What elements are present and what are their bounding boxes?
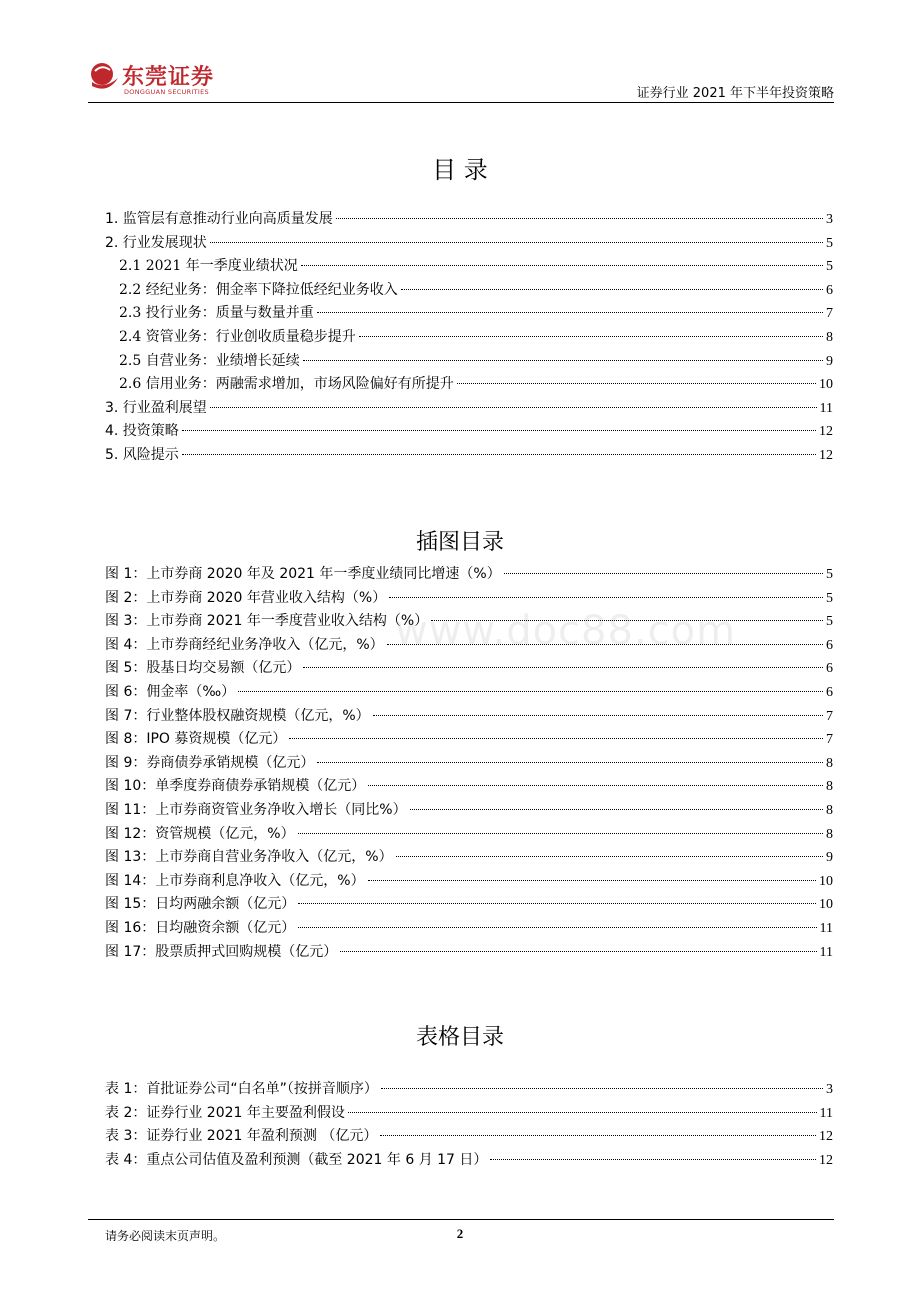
dot-leader	[340, 951, 816, 952]
figure-entry-label: 图 9：券商债券承销规模（亿元）	[105, 754, 315, 771]
figure-entry-page: 8	[826, 779, 833, 795]
toc-entry-page: 5	[826, 235, 833, 251]
toc-entry-page: 12	[819, 424, 833, 440]
toc-entry[interactable]	[105, 420, 833, 444]
dot-leader	[389, 597, 823, 598]
dot-leader	[210, 407, 817, 408]
footer-disclaimer: 请务必阅读末页声明。	[105, 1229, 226, 1243]
table-entry[interactable]	[105, 1149, 833, 1173]
table-entry-page: 11	[819, 1105, 833, 1121]
toc-entry[interactable]	[105, 232, 833, 256]
toc-entry[interactable]	[105, 208, 833, 232]
dot-leader	[381, 1088, 823, 1089]
figure-entry[interactable]	[105, 752, 833, 776]
figure-entry-label: 图 4：上市券商经纪业务净收入（亿元，%）	[105, 636, 384, 653]
figure-entry-page: 5	[826, 614, 833, 630]
figure-entry[interactable]	[105, 917, 833, 941]
figure-entry-label: 图 1：上市券商 2020 年及 2021 年一季度业绩同比增速（%）	[105, 566, 501, 582]
toc-subentry[interactable]	[105, 326, 833, 350]
figure-entry-label: 图 6：佣金率（‰）	[105, 683, 236, 700]
toc-entry-label: 4. 投资策略	[105, 423, 179, 440]
dot-leader	[490, 1159, 816, 1160]
dot-leader	[457, 383, 816, 384]
page-header	[88, 58, 834, 102]
figure-entry-page: 6	[826, 637, 833, 653]
table-entry-page: 3	[826, 1082, 833, 1097]
figure-entry[interactable]	[105, 681, 833, 705]
toc-entry-label: 2.6 信用业务：两融需求增加，市场风险偏好有所提升	[119, 376, 454, 393]
figure-entry[interactable]	[105, 657, 833, 681]
dot-leader	[210, 242, 823, 243]
figure-entry-page: 11	[819, 920, 833, 936]
dot-leader	[289, 738, 823, 739]
figure-entry-page: 5	[826, 590, 833, 606]
toc-list	[105, 208, 833, 468]
dot-leader	[298, 833, 823, 834]
toc-subentry[interactable]	[105, 255, 833, 279]
figure-entry-page: 5	[826, 567, 833, 582]
toc-subentry[interactable]	[105, 279, 833, 303]
figure-entry[interactable]	[105, 563, 833, 587]
toc-entry-page: 5	[826, 259, 833, 275]
watermark: www.doc88.com	[395, 608, 737, 654]
table-entry[interactable]	[105, 1102, 833, 1126]
figure-entry[interactable]	[105, 941, 833, 965]
company-logo	[88, 58, 228, 98]
figure-entry-page: 9	[826, 850, 833, 866]
figure-entry-label: 图 10：单季度券商债券承销规模（亿元）	[105, 778, 366, 795]
table-list	[105, 1078, 833, 1172]
figure-entry-label: 图 11：上市券商资管业务净收入增长（同比%）	[105, 801, 407, 818]
toc-entry-label: 5. 风险提示	[105, 446, 179, 463]
dot-leader	[410, 809, 823, 810]
toc-entry-page: 10	[819, 377, 833, 393]
figure-entry-page: 8	[826, 755, 833, 771]
toc-subentry[interactable]	[105, 350, 833, 374]
footer-divider	[88, 1219, 834, 1220]
dot-leader	[401, 289, 823, 290]
figure-entry-page: 6	[826, 661, 833, 677]
dot-leader	[336, 218, 823, 219]
toc-entry-label: 2. 行业发展现状	[105, 234, 207, 251]
figure-entry-label: 图 7：行业整体股权融资规模（亿元，%）	[105, 707, 370, 724]
logo-mark-icon	[88, 60, 120, 94]
toc-entry-label: 1. 监管层有意推动行业向高质量发展	[105, 211, 333, 227]
toc-entry-label: 2.4 资管业务：行业创收质量稳步提升	[119, 328, 356, 345]
dot-leader	[368, 880, 816, 881]
table-entry[interactable]	[105, 1078, 833, 1102]
toc-entry-page: 8	[826, 329, 833, 345]
dot-leader	[182, 430, 816, 431]
dot-leader	[504, 573, 823, 574]
toc-entry-page: 12	[819, 447, 833, 463]
dot-leader	[182, 454, 816, 455]
figure-entry-label: 图 12：资管规模（亿元，%）	[105, 825, 295, 842]
document-title: 证券行业 2021 年下半年投资策略	[636, 86, 834, 101]
logo-text-cn: 东莞证券	[122, 64, 215, 90]
figure-entry-page: 6	[826, 684, 833, 700]
figure-entry-label: 图 13：上市券商自营业务净收入（亿元，%）	[105, 849, 393, 866]
figure-entry[interactable]	[105, 728, 833, 752]
table-list-title: 表格目录	[415, 1025, 504, 1050]
table-entry-page: 12	[819, 1152, 833, 1168]
figure-entry-label: 图 5：股基日均交易额（亿元）	[105, 660, 301, 677]
table-entry-label: 表 3：证券行业 2021 年盈利预测 （亿元）	[105, 1128, 378, 1145]
toc-entry-label: 2.1 2021 年一季度业绩状况	[119, 258, 298, 275]
figure-entry-label: 图 2：上市券商 2020 年营业收入结构（%）	[105, 589, 387, 606]
toc-entry-page: 11	[819, 400, 833, 416]
dot-leader	[303, 667, 823, 668]
toc-title: 目 录	[432, 156, 488, 184]
table-entry-page: 12	[819, 1129, 833, 1145]
dot-leader	[317, 762, 823, 763]
figure-entry-label: 图 14：上市券商利息净收入（亿元，%）	[105, 872, 365, 889]
figure-entry[interactable]	[105, 823, 833, 847]
figure-entry-page: 8	[826, 826, 833, 842]
dot-leader	[317, 312, 823, 313]
logo-text-en: DONGGUAN SECURITIES	[124, 88, 209, 96]
figure-entry-page: 11	[819, 944, 833, 960]
toc-entry-page: 6	[826, 282, 833, 298]
table-entry[interactable]	[105, 1125, 833, 1149]
figure-entry-label: 图 3：上市券商 2021 年一季度营业收入结构（%）	[105, 613, 429, 630]
figure-entry-label: 图 8：IPO 募资规模（亿元）	[105, 731, 287, 748]
toc-entry[interactable]	[105, 444, 833, 468]
dot-leader	[303, 360, 823, 361]
toc-subentry[interactable]	[105, 373, 833, 397]
figure-entry-page: 7	[826, 708, 833, 724]
toc-entry-page: 3	[826, 212, 833, 227]
figure-entry[interactable]	[105, 705, 833, 729]
toc-entry-page: 9	[826, 353, 833, 369]
toc-entry-label: 2.5 自营业务：业绩增长延续	[119, 352, 300, 369]
table-entry-label: 表 1：首批证券公司“白名单”（按拼音顺序）	[105, 1081, 378, 1097]
header-divider	[88, 102, 834, 103]
dot-leader	[301, 265, 823, 266]
figure-entry[interactable]	[105, 893, 833, 917]
figure-entry-page: 7	[826, 732, 833, 748]
figure-entry-label: 图 17：股票质押式回购规模（亿元）	[105, 943, 338, 960]
dot-leader	[380, 1135, 816, 1136]
figure-entry-label: 图 16：日均融资余额（亿元）	[105, 919, 296, 936]
toc-entry-page: 7	[826, 306, 833, 322]
dot-leader	[348, 1112, 817, 1113]
figure-entry[interactable]	[105, 870, 833, 894]
toc-subentry[interactable]	[105, 302, 833, 326]
table-entry-label: 表 2：证券行业 2021 年主要盈利假设	[105, 1104, 345, 1121]
figure-entry[interactable]	[105, 799, 833, 823]
toc-entry-label: 2.2 经纪业务：佣金率下降拉低经纪业务收入	[119, 281, 398, 298]
figure-entry[interactable]	[105, 587, 833, 611]
dot-leader	[359, 336, 823, 337]
dot-leader	[373, 715, 823, 716]
page-number: 2	[456, 1226, 464, 1241]
figure-entry[interactable]	[105, 846, 833, 870]
figure-list-title: 插图目录	[415, 530, 504, 555]
table-entry-label: 表 4：重点公司估值及盈利预测（截至 2021 年 6 月 17 日）	[105, 1151, 488, 1168]
figure-entry[interactable]	[105, 775, 833, 799]
dot-leader	[298, 903, 816, 904]
toc-entry-label: 2.3 投行业务：质量与数量并重	[119, 305, 314, 322]
toc-entry-label: 3. 行业盈利展望	[105, 399, 207, 416]
figure-entry-page: 10	[819, 897, 833, 913]
figure-entry-page: 10	[819, 873, 833, 889]
figure-entry-label: 图 15：日均两融余额（亿元）	[105, 896, 296, 913]
dot-leader	[238, 691, 823, 692]
toc-entry[interactable]	[105, 397, 833, 421]
dot-leader	[368, 785, 823, 786]
dot-leader	[298, 927, 816, 928]
figure-entry-page: 8	[826, 802, 833, 818]
dot-leader	[396, 856, 823, 857]
